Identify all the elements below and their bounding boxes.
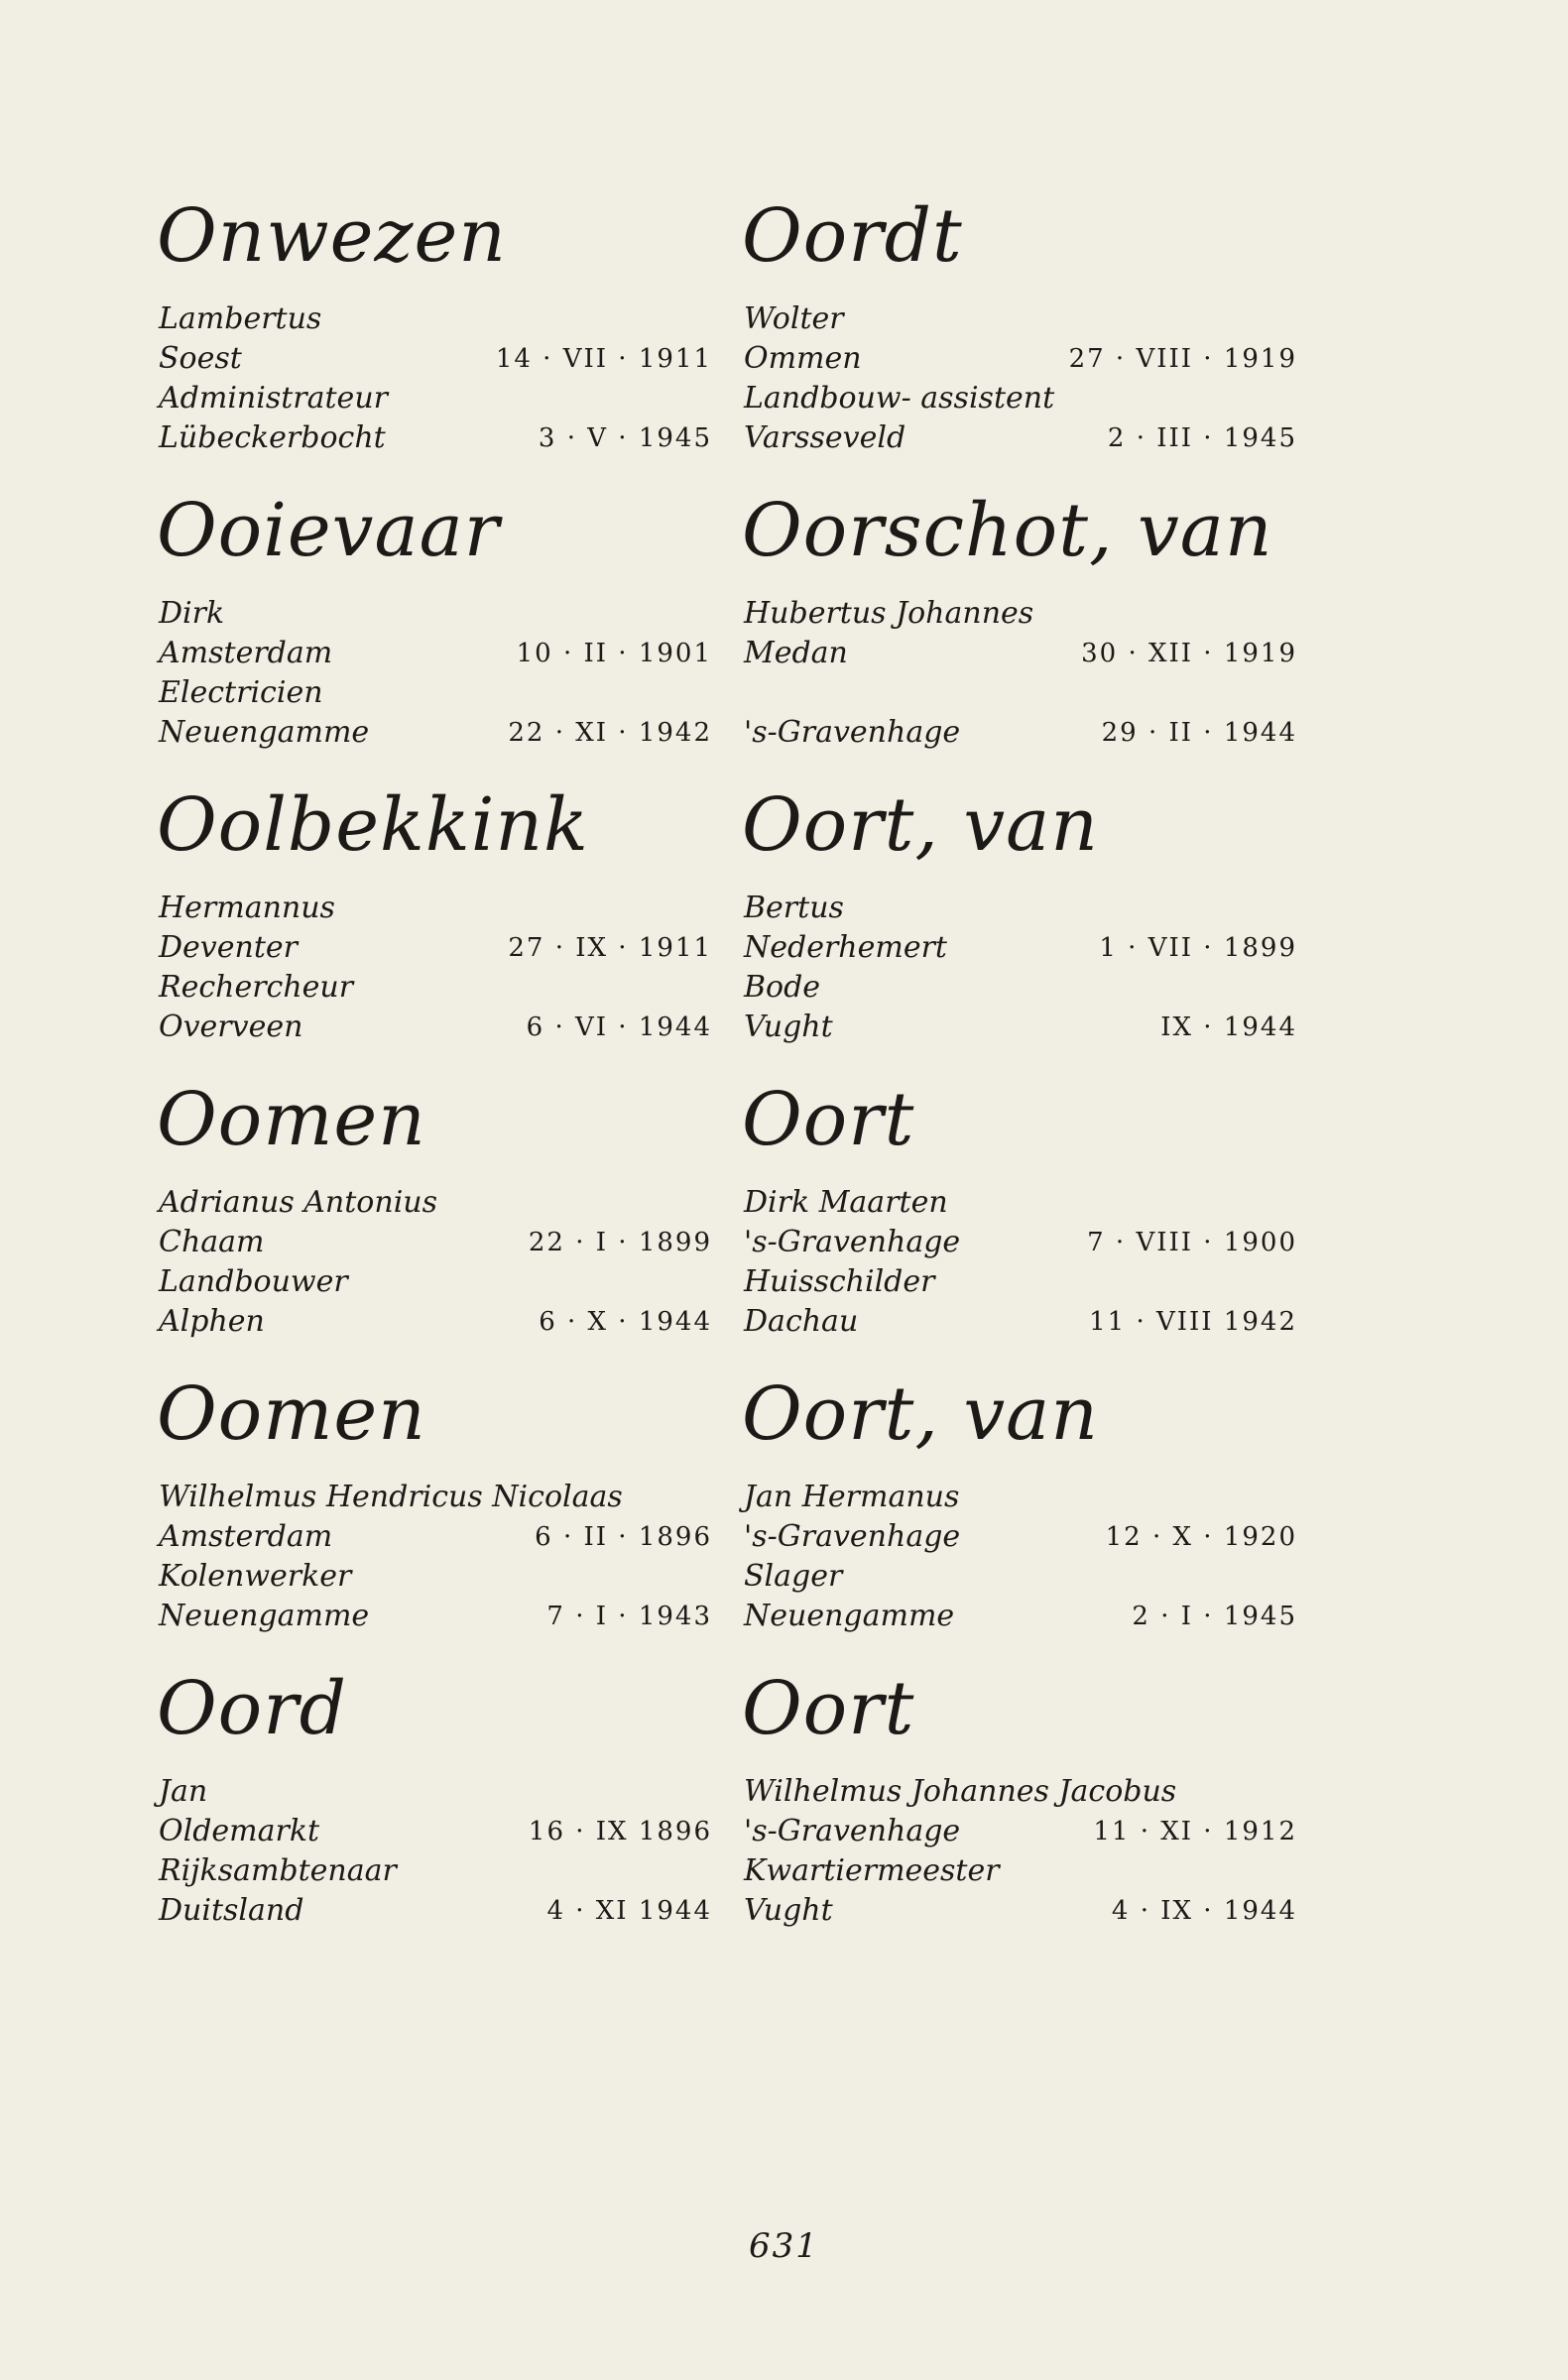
first-names: Wolter [744,301,844,336]
death-date: 3 · V · 1945 [538,423,712,453]
birth-row [157,634,712,673]
page-number: 631 [749,2226,819,2266]
birth-row [157,928,712,968]
birth-place: Ommen [744,341,862,376]
entry-oordt [742,188,1297,483]
death-row [742,1891,1297,1931]
birth-date: 16 · IX 1896 [528,1817,712,1846]
first-names-row [157,1478,712,1517]
first-names: Jan [159,1774,208,1809]
entry-oorschot-van [742,483,1297,777]
first-names-row [157,1183,712,1223]
occupation: Landbouwer [159,1264,348,1299]
surname: Oomen [157,1371,426,1457]
first-names-row [742,1478,1297,1517]
entry-oort-dirk [742,1072,1297,1367]
occupation-row [157,968,712,1008]
occupation: Rechercheur [159,970,354,1005]
entry-oort-van-bertus [742,777,1297,1072]
occupation-row [742,1557,1297,1597]
birth-date: 27 · IX · 1911 [508,933,712,963]
first-names-row [157,1772,712,1812]
death-place: Neuengamme [159,715,370,750]
death-date: 11 · VIII 1942 [1089,1307,1297,1337]
occupation: Kwartiermeester [744,1853,1000,1888]
birth-date: 11 · XI · 1912 [1093,1817,1297,1846]
surname: Oort, van [742,1371,1099,1457]
birth-row [742,339,1297,379]
occupation: Landbouw- assistent [744,381,1055,416]
death-date: 22 · XI · 1942 [508,718,712,748]
first-names-row [157,889,712,928]
birth-row [742,1223,1297,1262]
first-names-row [742,1772,1297,1812]
death-place: Overveen [159,1010,303,1044]
entry-ooievaar [157,483,712,777]
death-place: Duitsland [159,1893,304,1928]
death-date: 7 · I · 1943 [546,1602,712,1631]
occupation-row [157,673,712,713]
death-place: Alphen [159,1304,265,1339]
birth-row [157,1517,712,1557]
death-place: Neuengamme [744,1599,955,1633]
occupation-row [157,379,712,418]
surname: Oord [157,1666,347,1751]
death-place: Dachau [744,1304,859,1339]
occupation-row [742,1262,1297,1302]
occupation-row [157,1851,712,1891]
first-names: Jan Hermanus [744,1480,960,1514]
occupation-row [742,673,1297,713]
entry-oort-van-jan [742,1367,1297,1661]
birth-row [742,1812,1297,1851]
entry-oord [157,1661,712,1956]
birth-place: Soest [159,341,242,376]
entry-oomen-wilhelmus [157,1367,712,1661]
entry-oomen-adrianus [157,1072,712,1367]
death-date: 2 · III · 1945 [1107,423,1297,453]
surname: Oordt [742,193,963,279]
birth-date: 1 · VII · 1899 [1099,933,1297,963]
birth-date: 12 · X · 1920 [1105,1522,1297,1552]
death-row [157,1008,712,1047]
death-date: 6 · VI · 1944 [526,1012,712,1042]
birth-row [157,1812,712,1851]
surname: Oort, van [742,782,1099,868]
first-names: Hubertus Johannes [744,596,1034,631]
first-names: Wilhelmus Hendricus Nicolaas [159,1480,623,1514]
death-place: 's-Gravenhage [744,715,961,750]
birth-date: 27 · VIII · 1919 [1068,344,1297,374]
death-row [157,1597,712,1636]
death-place: Varsseveld [744,420,906,455]
surname: Oorschot, van [742,488,1273,573]
surname: Oomen [157,1077,426,1162]
death-place: Vught [744,1893,833,1928]
birth-place: Amsterdam [159,1519,333,1554]
birth-place: 's-Gravenhage [744,1814,961,1848]
death-row [157,1302,712,1342]
surname: Oolbekkink [157,782,589,868]
birth-place: 's-Gravenhage [744,1225,961,1259]
first-names: Hermannus [159,891,335,925]
death-date: 4 · IX · 1944 [1111,1896,1297,1926]
first-names: Adrianus Antonius [159,1185,438,1220]
first-names-row [742,594,1297,634]
birth-date: 30 · XII · 1919 [1081,639,1297,668]
birth-place: Deventer [159,930,298,965]
death-place: Vught [744,1010,833,1044]
death-row [157,713,712,753]
surname: Onwezen [157,193,507,279]
first-names: Dirk [159,596,225,631]
occupation-row [742,379,1297,418]
birth-date: 10 · II · 1901 [516,639,712,668]
birth-date: 14 · VII · 1911 [495,344,712,374]
entry-onwezen [157,188,712,483]
birth-place: Amsterdam [159,636,333,670]
surname: Oort [742,1666,915,1751]
death-place: Lübeckerbocht [159,420,386,455]
birth-date: 6 · II · 1896 [535,1522,712,1552]
first-names-row [157,299,712,339]
first-names: Wilhelmus Johannes Jacobus [744,1774,1177,1809]
death-date: 6 · X · 1944 [539,1307,712,1337]
birth-place: Chaam [159,1225,265,1259]
occupation: Electricien [159,675,323,710]
death-row [742,1597,1297,1636]
first-names: Lambertus [159,301,322,336]
first-names-row [742,1183,1297,1223]
first-names-row [157,594,712,634]
death-row [742,1302,1297,1342]
death-date: 2 · I · 1945 [1132,1602,1297,1631]
birth-date: 22 · I · 1899 [528,1228,712,1257]
death-place: Neuengamme [159,1599,370,1633]
right-column [742,188,1297,1956]
birth-row [157,1223,712,1262]
occupation: Huisschilder [744,1264,935,1299]
death-date: IX · 1944 [1160,1012,1297,1042]
first-names: Dirk Maarten [744,1185,948,1220]
occupation: Rijksambtenaar [159,1853,397,1888]
birth-row [742,634,1297,673]
occupation: Bode [744,970,821,1005]
birth-row [742,928,1297,968]
entry-oolbekkink [157,777,712,1072]
occupation-row [742,968,1297,1008]
occupation-row [157,1262,712,1302]
first-names-row [742,299,1297,339]
occupation-row [157,1557,712,1597]
death-row [157,418,712,458]
first-names: Bertus [744,891,844,925]
occupation: Slager [744,1559,843,1594]
birth-place: Oldemarkt [159,1814,320,1848]
entry-oort-wilhelmus [742,1661,1297,1956]
birth-row [742,1517,1297,1557]
death-date: 29 · II · 1944 [1101,718,1297,748]
surname: Ooievaar [157,488,501,573]
occupation: Administrateur [159,381,388,416]
birth-place: Nederhemert [744,930,947,965]
death-date: 4 · XI 1944 [546,1896,712,1926]
birth-row [157,339,712,379]
first-names-row [742,889,1297,928]
death-row [742,1008,1297,1047]
birth-place: Medan [744,636,848,670]
occupation-row [742,1851,1297,1891]
death-row [157,1891,712,1931]
surname: Oort [742,1077,915,1162]
occupation: Kolenwerker [159,1559,352,1594]
death-row [742,418,1297,458]
left-column [157,188,712,1956]
birth-date: 7 · VIII · 1900 [1087,1228,1297,1257]
death-row [742,713,1297,753]
birth-place: 's-Gravenhage [744,1519,961,1554]
